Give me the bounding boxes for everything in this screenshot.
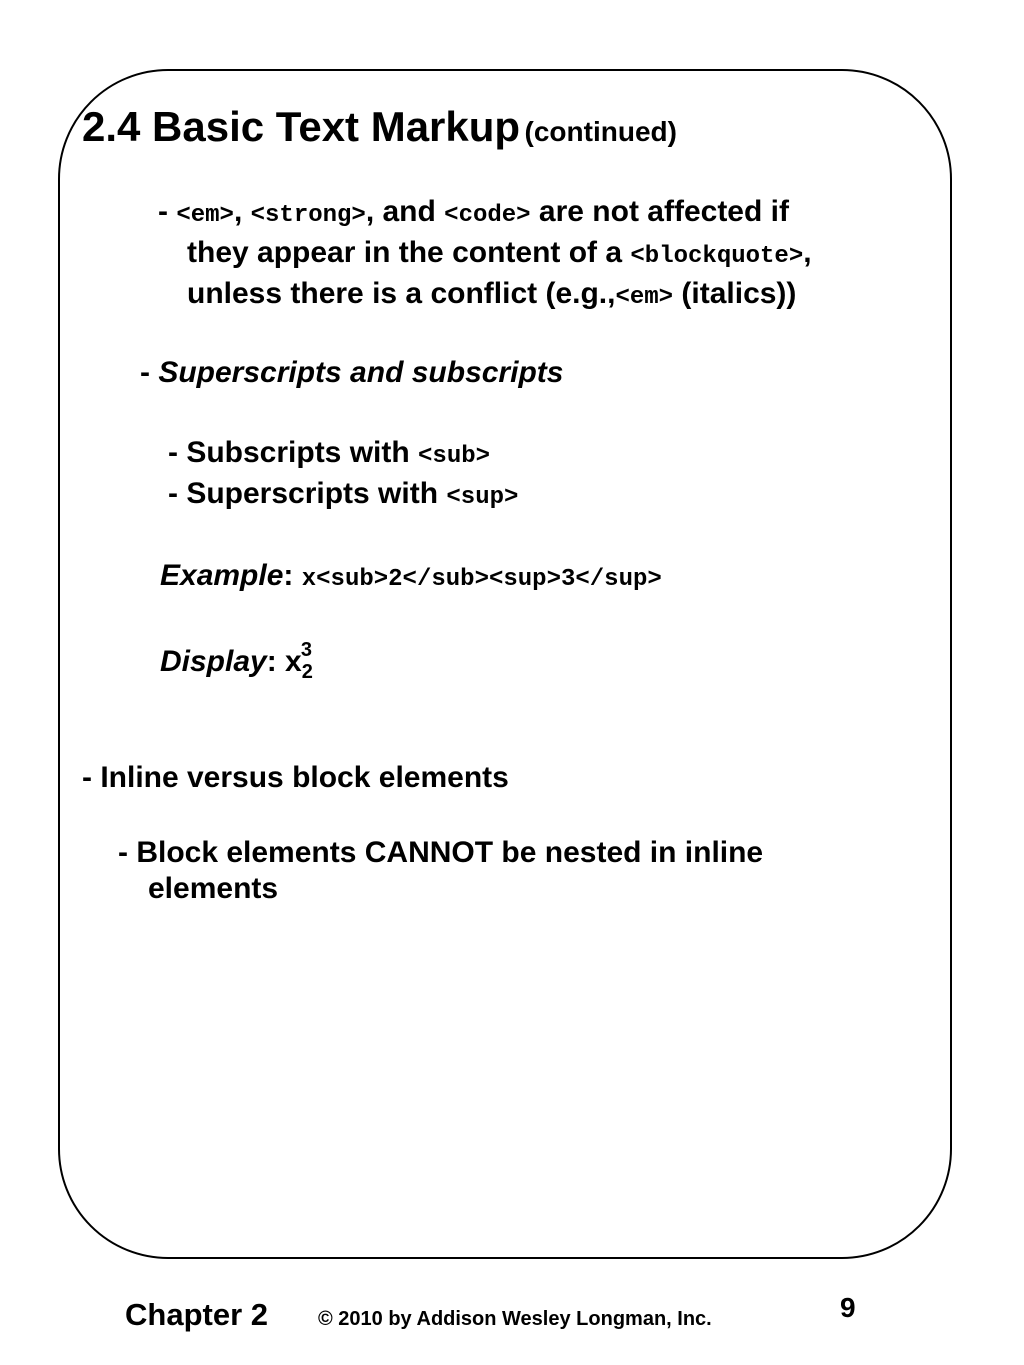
text-content-of: they appear in the content of a	[187, 236, 631, 269]
bullet-em-strong-code-line1	[158, 195, 789, 229]
text-inline-vs-block: - Inline versus block elements	[82, 761, 509, 794]
example-code: x<sub>2</sub><sup>3</sup>	[301, 566, 662, 593]
display-label: Display	[160, 645, 267, 678]
bullet-dash: -	[158, 195, 177, 228]
footer-chapter: Chapter 2	[125, 1297, 268, 1332]
bullet-superscripts-subscripts	[140, 356, 563, 390]
text-superscripts-with: - Superscripts with	[168, 477, 447, 510]
text-elements: elements	[148, 872, 279, 905]
display-base: x	[285, 645, 302, 678]
text-and: , and	[365, 195, 445, 228]
sub-bullet-subscripts	[168, 436, 490, 470]
example-label: Example	[160, 559, 284, 592]
text-superscripts-subscripts: Superscripts and subscripts	[158, 356, 564, 389]
title-continued: (continued)	[524, 116, 677, 147]
code-strong-tag: <strong>	[250, 202, 366, 229]
display-line	[160, 639, 324, 684]
bullet-block-nesting-line2	[148, 872, 278, 906]
bullet-em-strong-code-line2	[187, 236, 812, 270]
text-unless-conflict: unless there is a conflict (e.g.,	[187, 277, 616, 310]
code-em-tag-2: <em>	[615, 284, 674, 311]
text-comma: ,	[233, 195, 251, 228]
display-superscript: 3	[300, 639, 312, 661]
text-not-affected: are not affected if	[530, 195, 789, 228]
example-line	[160, 559, 662, 593]
code-sub-tag: <sub>	[418, 443, 491, 470]
title-main: 2.4 Basic Text Markup	[82, 103, 521, 150]
example-colon: :	[283, 559, 302, 592]
footer-page-number: 9	[840, 1292, 856, 1323]
bullet-block-nesting-line1	[118, 836, 763, 870]
code-sup-tag: <sup>	[446, 484, 519, 511]
text-comma-end: ,	[803, 236, 812, 269]
sub-bullet-superscripts	[168, 477, 518, 511]
code-em-tag: <em>	[176, 202, 234, 229]
bullet-em-strong-code-line3	[187, 277, 796, 311]
footer-copyright: © 2010 by Addison Wesley Longman, Inc.	[318, 1308, 712, 1330]
text-block-cannot-nest: - Block elements CANNOT be nested in inline	[118, 836, 764, 869]
slide-title	[82, 103, 677, 151]
display-colon: :	[266, 645, 286, 678]
text-subscripts-with: - Subscripts with	[168, 436, 419, 469]
text-italics: (italics))	[673, 277, 797, 310]
code-blockquote-tag: <blockquote>	[630, 243, 804, 270]
display-subscript: 2	[301, 661, 313, 683]
bullet-inline-vs-block	[82, 761, 509, 795]
code-code-tag: <code>	[444, 202, 531, 229]
bullet-dash: -	[140, 356, 159, 389]
